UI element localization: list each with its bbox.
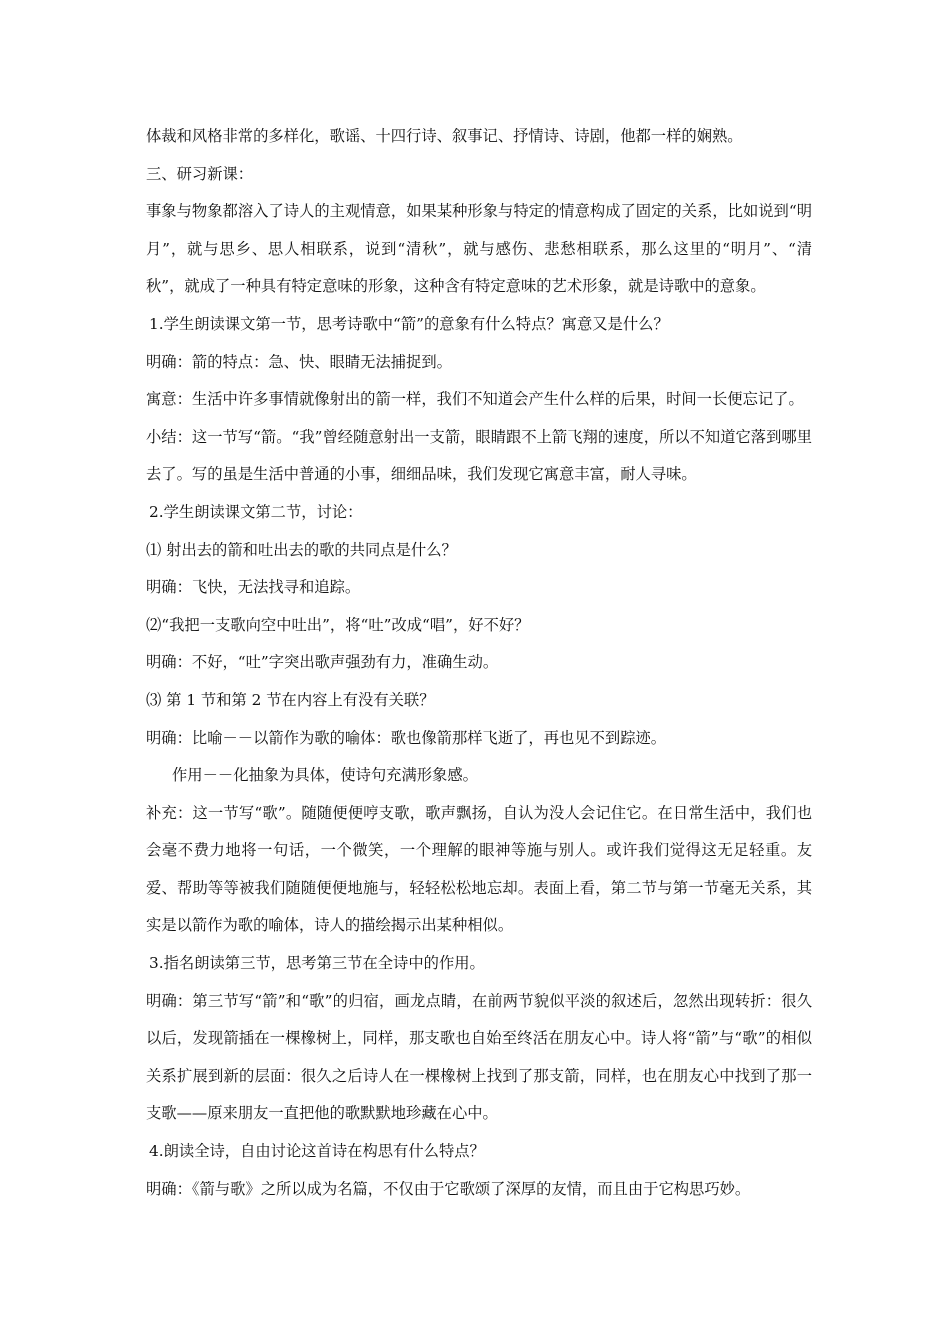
task-1-question: 1.学生朗读课文第一节，思考诗歌中“箭”的意象有什么特点？寓意又是什么？ [149,314,669,333]
summary-section-1: 小结：这一节写“箭。“我”曾经随意射出一支箭，眼睛跟不上箭飞翔的速度，所以不知道它落到哪里去了。写的虽是生活中普通的小事，细细品味，我们发现它寓意丰富，耐人寻味。 [146,427,812,484]
section-heading-new-lesson: 三、研习新课： [146,164,254,183]
answer-structure: 明确：《箭与歌》之所以成为名篇，不仅由于它歌颂了深厚的友情，而且由于它构思巧妙。 [146,1179,751,1198]
answer-sub-question-1: 明确：飞快，无法找寻和追踪。 [146,578,361,597]
answer-sub-question-3: 明确：比喻－－以箭作为歌的喻体：歌也像箭那样飞逝了，再也见不到踪迹。 [146,728,667,747]
sub-question-2: ⑵“我把一支歌向空中吐出”，将“吐”改成“唱”，好不好？ [146,615,530,634]
answer-function: 作用－－化抽象为具体，使诗句充满形象感。 [172,766,478,785]
sub-question-3: ⑶ 第 1 节和第 2 节在内容上有没有关联？ [146,690,435,709]
answer-section-3: 明确：第三节写“箭”和“歌”的归宿，画龙点睛，在前两节貌似平淡的叙述后，忽然出现转折：很久以后，发现箭插在一棵橡树上，同样，那支歌也自始至终活在朋友心中。诗人将“箭”与“歌”的相似关系扩展到新的层面：很久之后诗人在一棵橡树上找到了那支箭，同样，也在朋友心中找到了那一支歌——原来朋友一直把他的歌默默地珍藏在心中。 [146,991,812,1123]
supplement-section-2: 补充：这一节写“歌”。随随便便哼支歌，歌声飘扬，自认为没人会记住它。在日常生活中，我们也会毫不费力地将一句话，一个微笑，一个理解的眼神等施与别人。或许我们觉得这无足轻重。友爱、帮助等等被我们随随便便地施与，轻轻松松地忘却。表面上看，第二节与第一节毫无关系，其实是以箭作为歌的喻体，诗人的描绘揭示出某种相似。 [146,803,812,935]
task-2-question: 2.学生朗读课文第二节，讨论： [149,502,363,521]
answer-arrow-meaning: 寓意：生活中许多事情就像射出的箭一样，我们不知道会产生什么样的后果，时间一长便忘记了。 [146,390,804,409]
sub-question-1: ⑴ 射出去的箭和吐出去的歌的共同点是什么？ [146,540,457,559]
answer-arrow-features: 明确：箭的特点：急、快、眼睛无法捕捉到。 [146,352,452,371]
task-4-question: 4.朗读全诗，自由讨论这首诗在构思有什么特点？ [149,1142,485,1161]
answer-sub-question-2: 明确：不好，“吐”字突出歌声强劲有力，准确生动。 [146,653,499,672]
document-body [146,118,812,1208]
paragraph-genre-summary: 体裁和风格非常的多样化，歌谣、十四行诗、叙事记、抒情诗、诗剧，他都一样的娴熟。 [146,127,743,145]
paragraph-imagery-definition: 事象与物象都溶入了诗人的主观情意，如果某种形象与特定的情意构成了固定的关系，比如说到“明月”，就与思乡、思人相联系，说到“清秋”，就与感伤、悲愁相联系，那么这里的“明月”、“清秋”，就成了一种具有特定意味的形象，这种含有特定意味的艺术形象，就是诗歌中的意象。 [146,202,812,296]
task-3-question: 3.指名朗读第三节，思考第三节在全诗中的作用。 [149,954,485,973]
